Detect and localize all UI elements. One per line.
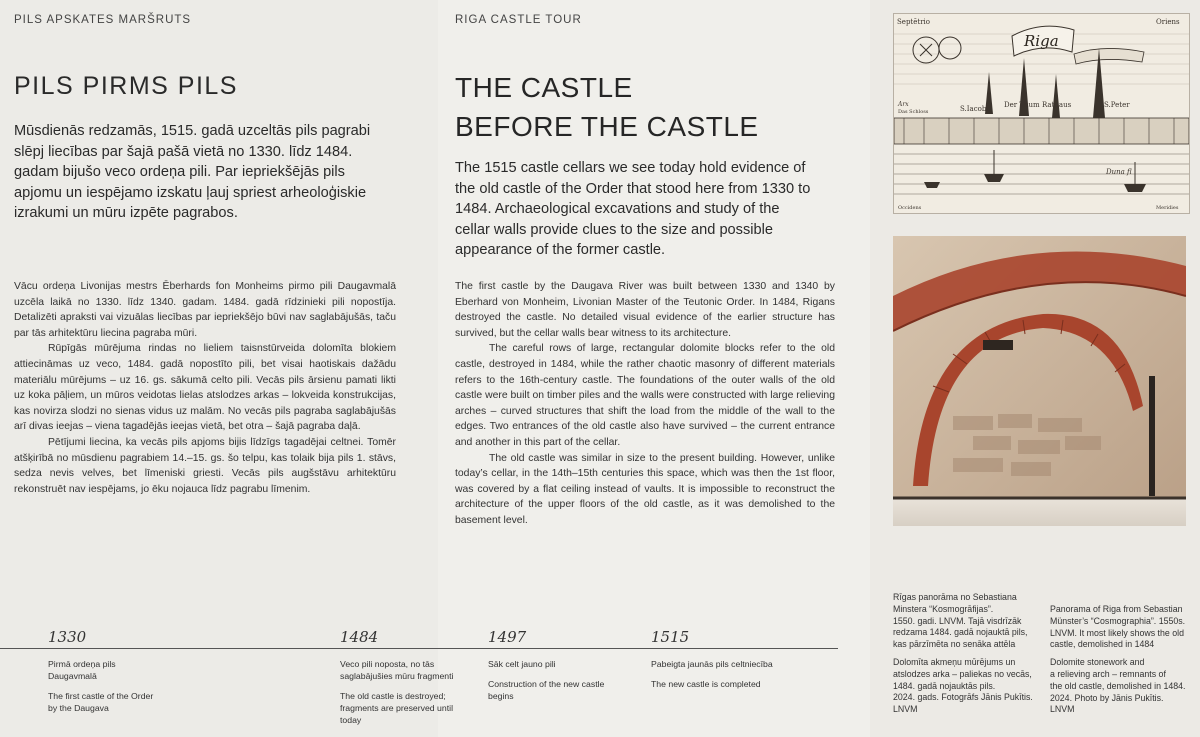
body-paragraph: The careful rows of large, rectangular dolomite blocks refer to the old castle, destroyed in 1484, while the rather chaotic masonry of different materials refers to the 16th-century castle. The foundations of the outer walls of the old castle were built on timber piles and the walls were constructed with large relieving arches – curved structures that shift the load from the middle of the wall to the edges. Two entrances of the old castle also have survived – the current entrance and another in this part of the cellar. [455,343,835,448]
panorama-septentrio-label: Septētrio [897,18,930,26]
tour-label-en: RIGA CASTLE TOUR [455,14,582,26]
body-paragraph: Rūpīgās mūrējuma rindas no lieliem taisnstūrveida dolomīta blokiem attiecināmas uz veco, 1484. gadā nopostīto pili, bet visai haotiskais dažādu materiālu mūrējums – uz 16. gs. sākumā celto pili. Vecās pils ārsienu pamati likti uz koka pāļiem, un mūros veidotas lielas atslodzes arkas – lokveida konstrukcijas, kas novirza slodzi no sienas vidus uz malām. No vecās pils pagraba saglabājušās arī divas ieejas – viena tagadējās ieejas vietā, bet otra – šajā pagraba daļā. [14,343,396,433]
caption-line: 2024. Photo by Jānis Pukītis. [1050,692,1164,703]
timeline-text-en: begins [488,691,514,701]
caption-line: a relieving arch – remnants of [1050,668,1166,679]
panorama-duna-label: Duna fl [1106,168,1132,176]
caption-line: Münster’s “Cosmographia”. 1550s. [1050,615,1186,626]
body-paragraph: The old castle was similar in size to the present building. However, unlike today’s cellar, in the 14th–15th centuries this space, which was then the 1st floor, was covered by a flat ceiling instead of vaults. It is impossible to reconstruct the architecture of the upper floors of the old castle, as it was demolished to the basement level. [455,452,835,526]
timeline-line [0,648,838,649]
caption-line: Panorama of Riga from Sebastian [1050,604,1183,614]
timeline-text-lv: Pirmā ordeņa pils [48,659,116,669]
timeline-text-en: The first castle of the Order [48,691,154,701]
lead-paragraph-en: The 1515 castle cellars we see today hold evidence of the old castle of the Order that stood here from 1330 to 1484. Archaeological excavations and study of the cellar walls provide clues to the size and possible appearance of the former castle. [455,160,811,258]
body-paragraph: The first castle by the Daugava River was built between 1330 and 1340 by Eberhard von Monheim, Livonian Master of the Teutonic Order. In 1484, Rigans destroyed the castle. No detailed visual evidence of the earlier structure has survived, but the cellar walls bear witness to its architecture. [455,281,835,339]
panorama-rathaus-label: Rathaus [1042,101,1072,109]
panorama-occidens-label: Occidens [898,205,922,211]
timeline-text-en: by the Daugava [48,703,109,713]
timeline-text-en: Construction of the new castle [488,679,605,689]
caption-line: LNVM [893,704,918,715]
caption-line: Dolomīta akmeņu mūrējums un [893,656,1016,667]
caption-line: LNVM [1050,704,1075,715]
timeline-entry [340,658,480,726]
timeline-text-lv: Veco pili noposta, no tās [340,659,435,669]
timeline-text-en: today [340,715,362,725]
timeline-entry [651,658,811,690]
body-text-en [455,279,835,529]
page-title-en-line2: BEFORE THE CASTLE [455,111,759,142]
caption-line: 1484. gadā nojauktās pils. [893,680,996,691]
lead-paragraph-lv: Mūsdienās redzamās, 1515. gadā uzceltās pils pagrabi slēpj liecības par šajā pašā vietā no 1330. līdz 1484. gadam bijušo veco ordeņa pili. Par iepriekšējās pils apjomu un iespējamo izskatu ļauj spriest arheoloģiskie izrakumi un mūru izpēte pagrabos. [14,123,371,221]
caption-panorama-lv [893,592,1033,716]
panorama-sjacob-label: S.Iacob [960,105,987,113]
timeline-text-lv: Sāk celt jauno pili [488,659,556,669]
timeline-text-en: The old castle is destroyed; [340,691,446,701]
caption-line: Minstera “Kosmogrāfijas”. [893,603,994,614]
timeline-text-en: fragments are preserved until [340,703,453,713]
timeline-text-en: The new castle is completed [651,679,761,689]
tour-label-lv: PILS APSKATES MARŠRUTS [14,14,192,26]
body-paragraph: Vācu ordeņa Livonijas mestrs Ēberhards fon Monheims pirmo pili Daugavmalā uzcēla laikā no 1330. līdz 1340. gadam. 1484. gadā rīdzinieki pili nopostīja. Detalizēti apraksti vai vizuālas liecības par iepriekšējo būvi nav saglabājušās, taču par tās arhitektūru liecina pagraba mūri. [14,281,396,339]
caption-line: kas pārzīmēta no senāka attēla [893,639,1016,650]
caption-line: 1550. gadi. LNVM. Tajā visdrīzāk [893,615,1022,626]
timeline-year: 1515 [651,628,690,646]
cellar-photo [893,236,1186,526]
caption-line: Rīgas panorāma no Sebastiana [893,592,1017,602]
timeline-year: 1497 [488,628,527,646]
timeline-text-lv: Daugavmalā [48,671,97,681]
caption-line: LNVM. It most likely shows the old [1050,627,1184,638]
caption-line: atslodzes arka – paliekas no vecās, [893,668,1032,679]
page-title-lv: PILS PIRMS PILS [14,72,238,100]
panorama-thum-label: Der Thum [1004,101,1040,109]
panorama-oriens-label: Oriens [1156,18,1180,26]
page-title-en-line1: THE CASTLE [455,72,633,103]
caption-line: the old castle, demolished in 1484. [1050,680,1186,691]
riga-panorama-engraving [893,13,1190,214]
panorama-riga-label: Riga [1024,32,1059,50]
caption-line: 2024. gads. Fotogrāfs Jānis Pukītis. [893,692,1033,703]
panorama-arx-label: Arx [898,101,909,108]
timeline-year: 1330 [48,628,87,646]
timeline-entry [488,658,628,702]
cellar-vault-drawing [893,236,1186,526]
caption-line: castle, demolished in 1484 [1050,639,1155,650]
caption-line: redzama 1484. gadā nojauktā pils, [893,627,1028,638]
panorama-schloss-label: Das Schloss [898,109,929,115]
panorama-drawing [894,14,1189,213]
timeline-entry [48,658,188,714]
timeline-text-lv: Pabeigta jaunās pils celtniecība [651,659,773,669]
page-title-en [455,68,835,146]
body-paragraph: Pētījumi liecina, ka vecās pils apjoms bijis līdzīgs tagadējai celtnei. Tomēr atšķirībā no mūsdienu pagrabiem 14.–15. gs. šo telpu, kas tolaik bija pils 1. stāvs, sedza nevis velves, bet līmeniski griesti. Vecās pils augšstāvu arhitektūru rekonstruēt nav iespējams, jo ēku nojauca līdz pagrabu līmenim. [14,436,396,495]
caption-panorama-en [1050,604,1190,716]
timeline-year: 1484 [340,628,379,646]
caption-line: Dolomite stonework and [1050,657,1145,668]
panorama-meridies-label: Meridies [1156,205,1179,211]
panorama-speter-label: S.Peter [1104,101,1130,109]
timeline-text-lv: saglabājušies mūru fragmenti [340,671,454,681]
body-text-lv [14,279,396,497]
